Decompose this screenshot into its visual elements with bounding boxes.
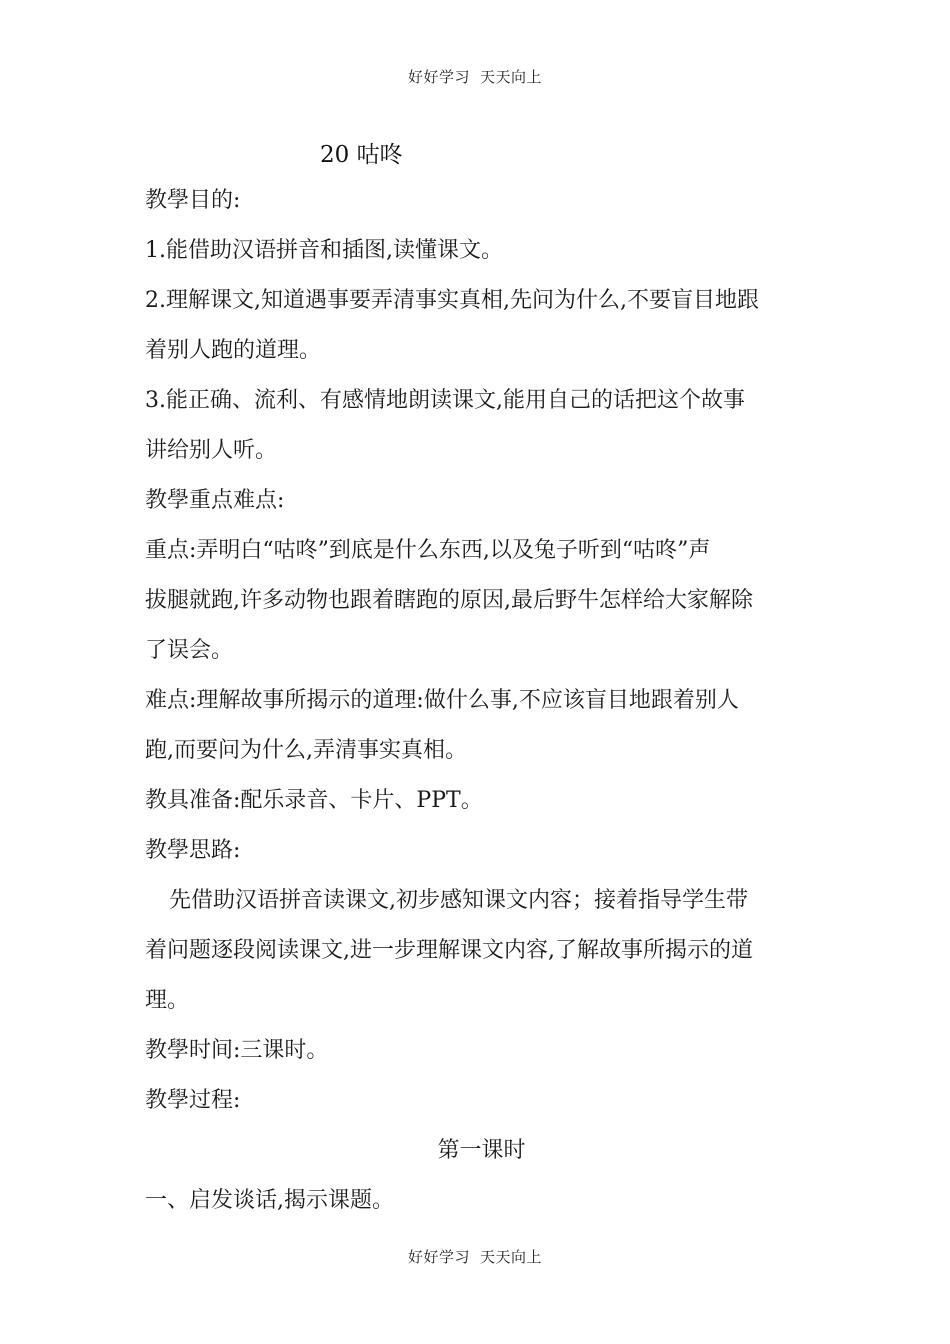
heading-process: 教學过程:	[145, 1088, 241, 1113]
approach-paragraph: 先借助汉语拼音读课文,初步感知课文内容；接着指导学生带	[169, 888, 748, 913]
footer-text-2: 天天向上	[480, 1248, 543, 1266]
header-text-1: 好好学习	[407, 68, 470, 86]
document-body	[145, 183, 810, 1233]
heading-key-points: 教學重点难点:	[145, 488, 285, 513]
approach-paragraph-cont-1: 着问题逐段阅读课文,进一步理解课文内容,了解故事所揭示的道	[145, 938, 753, 963]
difficulty: 难点:理解故事所揭示的道理:做什么事,不应该盲目地跟着别人	[145, 688, 739, 713]
page-footer	[0, 1246, 950, 1267]
difficulty-cont: 跑,而要问为什么,弄清事实真相。	[145, 738, 467, 763]
lesson-title: 20 咕咚	[320, 142, 403, 168]
section-one: 一、启发谈话,揭示课题。	[145, 1188, 394, 1213]
objective-2: 2.理解课文,知道遇事要弄清事实真相,先问为什么,不要盲目地跟	[145, 288, 759, 313]
objective-1: 1.能借助汉语拼音和插图,读懂课文。	[145, 238, 503, 263]
teaching-aids: 教具准备:配乐录音、卡片、PPT。	[145, 788, 483, 813]
key-point: 重点:弄明白“咕咚”到底是什么东西,以及兔子听到“咕咚”声	[145, 538, 711, 563]
objective-3: 3.能正确、流利、有感情地朗读课文,能用自己的话把这个故事	[145, 388, 745, 413]
lesson-one-heading: 第一课时	[437, 1138, 526, 1163]
teaching-time: 教學时间:三课时。	[145, 1038, 329, 1063]
heading-approach: 教學思路:	[145, 838, 241, 863]
header-text-2: 天天向上	[480, 68, 543, 86]
footer-text-1: 好好学习	[407, 1248, 470, 1266]
key-point-cont-2: 了误会。	[145, 638, 234, 663]
key-point-cont-1: 拔腿就跑,许多动物也跟着瞎跑的原因,最后野牛怎样给大家解除	[145, 588, 753, 613]
approach-paragraph-cont-2: 理。	[145, 988, 190, 1013]
page-header	[0, 66, 950, 87]
heading-objectives: 教學目的:	[145, 188, 241, 213]
objective-3-cont: 讲给别人听。	[145, 438, 278, 463]
objective-2-cont: 着别人跑的道理。	[145, 338, 322, 363]
